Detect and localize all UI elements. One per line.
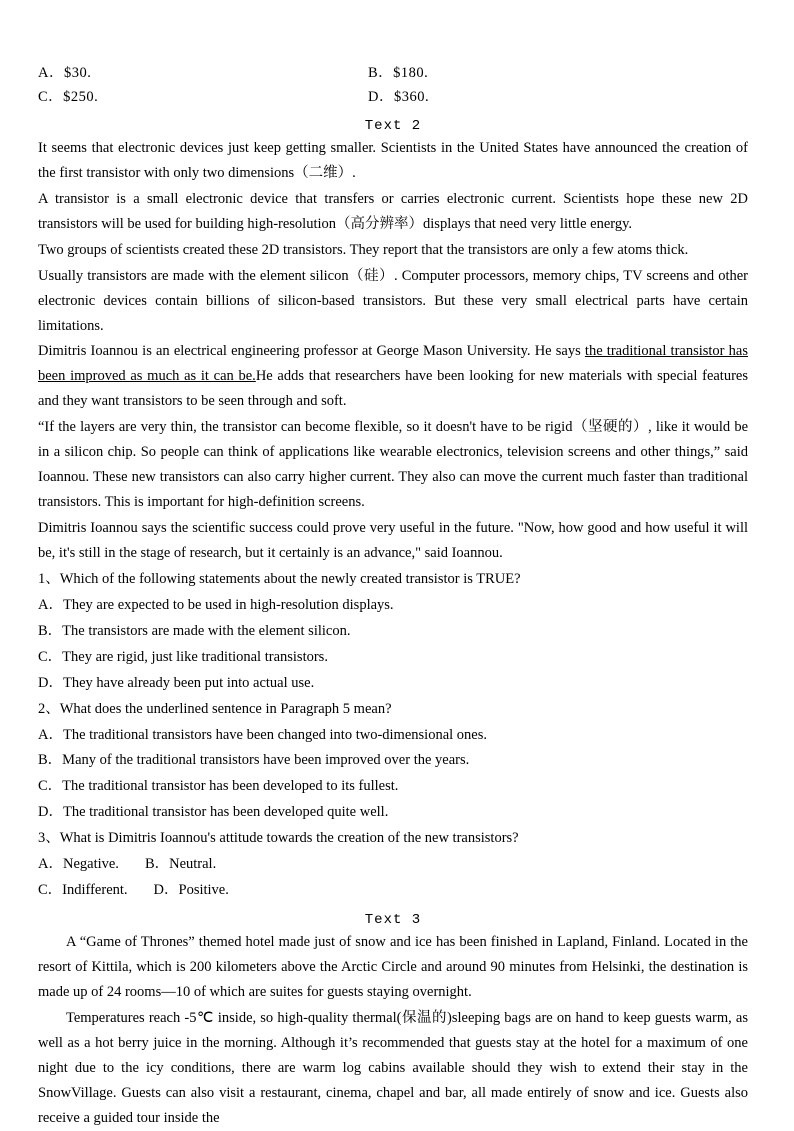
question-1-option-d[interactable]: D．They have already been put into actual use. xyxy=(38,674,315,691)
text3-heading: Text 3 xyxy=(364,912,422,929)
question-1-option-c[interactable]: C．They are rigid, just like traditional transistors. xyxy=(38,648,328,665)
question-1-option-a[interactable]: A．They are expected to be used in high-resolution displays. xyxy=(38,596,394,613)
text2-paragraph-4: Usually transistors are made with the element silicon（硅）. Computer processors, memory chips, TV screens and other electronic devices contain billions of silicon-based transistors. But these very small electrical parts have certain limitations. xyxy=(38,267,748,334)
option-b-1: B．$180. xyxy=(368,65,429,81)
question-1-stem: 1、Which of the following statements about the newly created transistor is TRUE? xyxy=(38,570,521,587)
answer-row-2 xyxy=(38,86,748,108)
text2-p5-underlined: the traditional transistor has been improved as much as it can be. xyxy=(38,343,748,385)
question-3-options-row-1 xyxy=(38,852,748,877)
option-c-1: C．$250. xyxy=(38,89,99,106)
question-2-option-c[interactable]: C．The traditional transistor has been developed to its fullest. xyxy=(38,778,399,795)
text2-paragraph-7: Dimitris Ioannou says the scientific success could prove very useful in the future. "Now, how good and how useful it will be, it's still in the stage of research, but it certainly is an advance," said Ioannou. xyxy=(38,520,748,561)
text2-p5-part-b: He adds that researchers have been looking for new materials with special features and they want transistors to be seen through and soft. xyxy=(38,368,748,410)
question-3-stem: 3、What is Dimitris Ioannou's attitude towards the creation of the new transistors? xyxy=(38,830,519,847)
question-2-option-a[interactable]: A．The traditional transistors have been changed into two-dimensional ones. xyxy=(38,726,487,743)
question-2-option-d[interactable]: D．The traditional transistor has been developed quite well. xyxy=(38,804,389,821)
option-a-1: A．$30. xyxy=(38,65,92,81)
text2-paragraph-1: It seems that electronic devices just keep getting smaller. Scientists in the United States have announced the creation of the first transistor with only two dimensions（二维）. xyxy=(38,139,748,181)
answer-row-1 xyxy=(38,62,748,84)
question-3-option-c[interactable]: C．Indifferent. xyxy=(38,882,128,899)
question-2-stem: 2、What does the underlined sentence in Paragraph 5 mean? xyxy=(38,700,392,717)
question-3-option-d[interactable]: D．Positive. xyxy=(153,882,229,899)
question-3-options-row-2 xyxy=(38,878,748,903)
option-d-1: D．$360. xyxy=(368,89,430,106)
text2-paragraph-2: A transistor is a small electronic device that transfers or carries electronic current. Scientists hope these new 2D transistors will be used for building high-resolution（高分辨率）displays that need very little energy. xyxy=(38,190,748,232)
question-2-option-b[interactable]: B．Many of the traditional transistors have been improved over the years. xyxy=(38,752,470,769)
text3-paragraph-1: A “Game of Thrones” themed hotel made just of snow and ice has been finished in Lapland, Finland. Located in the resort of Kittila, which is 200 kilometers above the Arctic Circle and around 90 minutes from Helsinki, the destination is made up of 24 rooms—10 of which are suites for guests staying overnight. xyxy=(38,934,748,1000)
text2-paragraph-6: “If the layers are very thin, the transistor can become flexible, so it doesn't have to be rigid（坚硬的）, like it would be in a silicon chip. So people can think of applications like wearable electronics, television screens and other things,” said Ioannou. These new transistors can also carry higher current. They also can move the current much faster than traditional transistors. This is important for high-definition screens. xyxy=(38,419,748,511)
question-3-option-b[interactable]: B．Neutral. xyxy=(144,856,217,873)
text2-paragraph-5 xyxy=(38,339,748,414)
question-3-option-a[interactable]: A．Negative. xyxy=(38,856,119,873)
text2-paragraph-3: Two groups of scientists created these 2D transistors. They report that the transistors are only a few atoms thick. xyxy=(38,241,689,258)
text2-heading: Text 2 xyxy=(364,117,422,134)
question-1-option-b[interactable]: B．The transistors are made with the element silicon. xyxy=(38,622,351,639)
text2-p5-part-a: Dimitris Ioannou is an electrical engineering professor at George Mason University. He says xyxy=(38,343,585,360)
text3-paragraph-2: Temperatures reach -5℃ inside, so high-quality thermal(保温的)sleeping bags are on hand to keep guests warm, as well as a hot berry juice in the morning. Although it’s recommended that guests stay at the hotel for a maximum of one night due to the icy conditions, there are warm log cabins available should they wish to extend their stay in the SnowVillage. Guests can also visit a restaurant, cinema, chapel and bar, all made entirely of snow and ice. Guests also receive a guided tour inside the xyxy=(38,1009,748,1126)
